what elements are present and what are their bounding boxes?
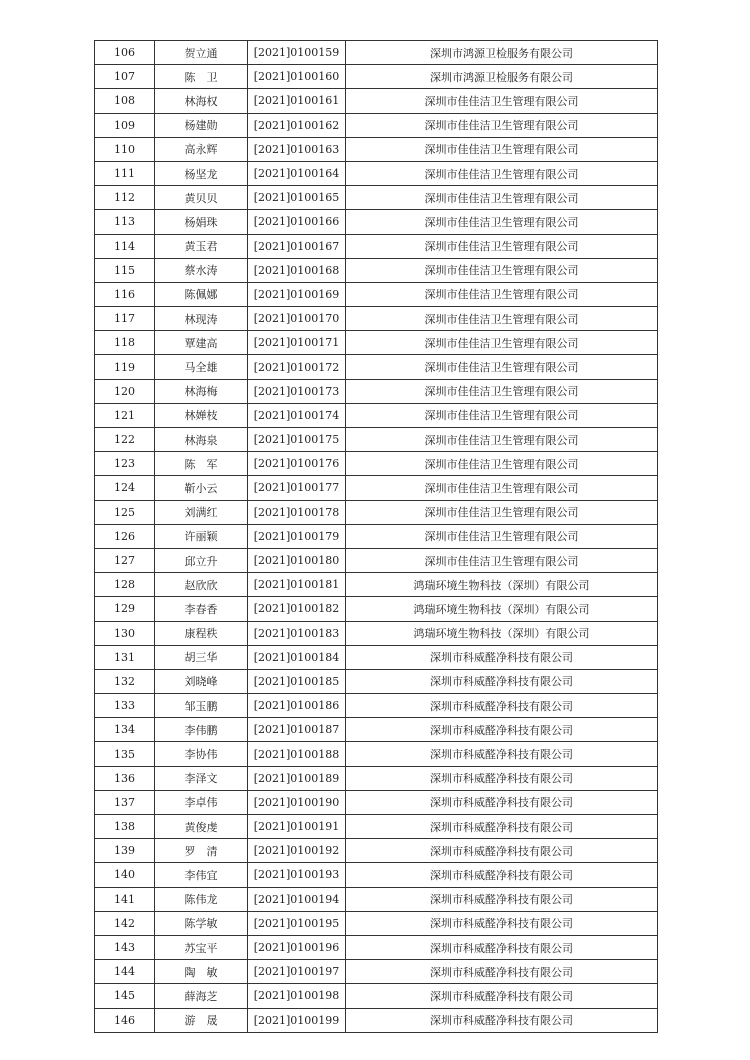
organization-cell: 深圳市佳佳洁卫生管理有限公司: [346, 210, 658, 234]
organization-cell: 深圳市科威醛净科技有限公司: [346, 935, 658, 959]
row-number-cell: 108: [95, 89, 155, 113]
certificate-number-cell: [2021]0100180: [248, 548, 346, 572]
person-name-cell: 陈佩娜: [155, 282, 248, 306]
certificate-number-cell: [2021]0100160: [248, 65, 346, 89]
certificate-number-cell: [2021]0100198: [248, 984, 346, 1008]
table-row: [95, 161, 658, 185]
certificate-number-cell: [2021]0100192: [248, 839, 346, 863]
person-name-cell: 李伟鹏: [155, 718, 248, 742]
organization-cell: 深圳市佳佳洁卫生管理有限公司: [346, 331, 658, 355]
organization-cell: 深圳市佳佳洁卫生管理有限公司: [346, 234, 658, 258]
table-row: [95, 452, 658, 476]
person-name-cell: 覃建高: [155, 331, 248, 355]
organization-cell: 深圳市佳佳洁卫生管理有限公司: [346, 89, 658, 113]
certificate-number-cell: [2021]0100187: [248, 718, 346, 742]
table-row: [95, 645, 658, 669]
table-row: [95, 669, 658, 693]
organization-cell: 深圳市佳佳洁卫生管理有限公司: [346, 282, 658, 306]
table-row: [95, 935, 658, 959]
row-number-cell: 119: [95, 355, 155, 379]
organization-cell: 深圳市科威醛净科技有限公司: [346, 718, 658, 742]
certificate-number-cell: [2021]0100197: [248, 960, 346, 984]
table-row: [95, 694, 658, 718]
table-row: [95, 234, 658, 258]
organization-cell: 深圳市鸿源卫检服务有限公司: [346, 65, 658, 89]
table-row: [95, 839, 658, 863]
organization-cell: 深圳市科威醛净科技有限公司: [346, 863, 658, 887]
person-name-cell: 林婵枝: [155, 403, 248, 427]
row-number-cell: 126: [95, 524, 155, 548]
row-number-cell: 133: [95, 694, 155, 718]
organization-cell: 深圳市佳佳洁卫生管理有限公司: [346, 355, 658, 379]
certificate-number-cell: [2021]0100185: [248, 669, 346, 693]
table-row: [95, 911, 658, 935]
certificate-number-cell: [2021]0100196: [248, 935, 346, 959]
certificate-number-cell: [2021]0100178: [248, 500, 346, 524]
person-name-cell: 邹玉鹏: [155, 694, 248, 718]
organization-cell: 深圳市佳佳洁卫生管理有限公司: [346, 186, 658, 210]
person-name-cell: 陈学敏: [155, 911, 248, 935]
row-number-cell: 128: [95, 573, 155, 597]
row-number-cell: 121: [95, 403, 155, 427]
row-number-cell: 111: [95, 161, 155, 185]
person-name-cell: 杨坚龙: [155, 161, 248, 185]
person-name-cell: 高永辉: [155, 137, 248, 161]
row-number-cell: 132: [95, 669, 155, 693]
table-row: [95, 863, 658, 887]
table-row: [95, 790, 658, 814]
table-row: [95, 742, 658, 766]
table-row: [95, 355, 658, 379]
table-row: [95, 984, 658, 1008]
person-name-cell: 李春香: [155, 597, 248, 621]
organization-cell: 深圳市佳佳洁卫生管理有限公司: [346, 403, 658, 427]
table-row: [95, 137, 658, 161]
row-number-cell: 107: [95, 65, 155, 89]
certificate-number-cell: [2021]0100165: [248, 186, 346, 210]
table-row: [95, 500, 658, 524]
row-number-cell: 135: [95, 742, 155, 766]
table-row: [95, 766, 658, 790]
row-number-cell: 146: [95, 1008, 155, 1032]
certificate-number-cell: [2021]0100159: [248, 41, 346, 65]
table-row: [95, 597, 658, 621]
person-name-cell: 贺立通: [155, 41, 248, 65]
certificate-number-cell: [2021]0100191: [248, 815, 346, 839]
organization-cell: 深圳市佳佳洁卫生管理有限公司: [346, 307, 658, 331]
person-name-cell: 蔡水涛: [155, 258, 248, 282]
table-row: [95, 573, 658, 597]
row-number-cell: 122: [95, 428, 155, 452]
certificate-number-cell: [2021]0100186: [248, 694, 346, 718]
row-number-cell: 125: [95, 500, 155, 524]
table-row: [95, 379, 658, 403]
organization-cell: 深圳市佳佳洁卫生管理有限公司: [346, 476, 658, 500]
organization-cell: 深圳市科威醛净科技有限公司: [346, 694, 658, 718]
row-number-cell: 118: [95, 331, 155, 355]
personnel-table: [94, 40, 658, 1033]
person-name-cell: 林海梅: [155, 379, 248, 403]
certificate-number-cell: [2021]0100177: [248, 476, 346, 500]
organization-cell: 深圳市佳佳洁卫生管理有限公司: [346, 500, 658, 524]
row-number-cell: 106: [95, 41, 155, 65]
certificate-number-cell: [2021]0100188: [248, 742, 346, 766]
organization-cell: 深圳市科威醛净科技有限公司: [346, 839, 658, 863]
table-row: [95, 815, 658, 839]
certificate-number-cell: [2021]0100182: [248, 597, 346, 621]
certificate-number-cell: [2021]0100167: [248, 234, 346, 258]
row-number-cell: 113: [95, 210, 155, 234]
organization-cell: 深圳市佳佳洁卫生管理有限公司: [346, 161, 658, 185]
table-row: [95, 960, 658, 984]
row-number-cell: 112: [95, 186, 155, 210]
certificate-number-cell: [2021]0100183: [248, 621, 346, 645]
table-row: [95, 718, 658, 742]
person-name-cell: 薛海芝: [155, 984, 248, 1008]
row-number-cell: 123: [95, 452, 155, 476]
person-name-cell: 林海权: [155, 89, 248, 113]
person-name-cell: 李协伟: [155, 742, 248, 766]
person-name-cell: 许丽颖: [155, 524, 248, 548]
row-number-cell: 140: [95, 863, 155, 887]
row-number-cell: 127: [95, 548, 155, 572]
table-row: [95, 548, 658, 572]
organization-cell: 深圳市科威醛净科技有限公司: [346, 911, 658, 935]
person-name-cell: 黄贝贝: [155, 186, 248, 210]
person-name-cell: 李泽文: [155, 766, 248, 790]
certificate-number-cell: [2021]0100164: [248, 161, 346, 185]
table-row: [95, 282, 658, 306]
row-number-cell: 142: [95, 911, 155, 935]
row-number-cell: 145: [95, 984, 155, 1008]
row-number-cell: 144: [95, 960, 155, 984]
table-row: [95, 621, 658, 645]
organization-cell: 深圳市科威醛净科技有限公司: [346, 790, 658, 814]
row-number-cell: 137: [95, 790, 155, 814]
certificate-number-cell: [2021]0100163: [248, 137, 346, 161]
organization-cell: 深圳市佳佳洁卫生管理有限公司: [346, 452, 658, 476]
table-row: [95, 113, 658, 137]
organization-cell: 深圳市佳佳洁卫生管理有限公司: [346, 524, 658, 548]
person-name-cell: 赵欣欣: [155, 573, 248, 597]
table-row: [95, 186, 658, 210]
certificate-number-cell: [2021]0100184: [248, 645, 346, 669]
person-name-cell: 李卓伟: [155, 790, 248, 814]
row-number-cell: 143: [95, 935, 155, 959]
certificate-number-cell: [2021]0100173: [248, 379, 346, 403]
row-number-cell: 115: [95, 258, 155, 282]
certificate-number-cell: [2021]0100175: [248, 428, 346, 452]
table-row: [95, 258, 658, 282]
certificate-number-cell: [2021]0100179: [248, 524, 346, 548]
person-name-cell: 陈伟龙: [155, 887, 248, 911]
person-name-cell: 李伟宜: [155, 863, 248, 887]
person-name-cell: 马全雄: [155, 355, 248, 379]
person-name-cell: 林现涛: [155, 307, 248, 331]
organization-cell: 深圳市佳佳洁卫生管理有限公司: [346, 258, 658, 282]
certificate-number-cell: [2021]0100171: [248, 331, 346, 355]
person-name-cell: 罗 清: [155, 839, 248, 863]
organization-cell: 鸿瑞环境生物科技（深圳）有限公司: [346, 621, 658, 645]
certificate-number-cell: [2021]0100194: [248, 887, 346, 911]
table-row: [95, 476, 658, 500]
row-number-cell: 129: [95, 597, 155, 621]
certificate-number-cell: [2021]0100161: [248, 89, 346, 113]
certificate-number-cell: [2021]0100162: [248, 113, 346, 137]
person-name-cell: 靳小云: [155, 476, 248, 500]
certificate-number-cell: [2021]0100193: [248, 863, 346, 887]
person-name-cell: 苏宝平: [155, 935, 248, 959]
table-body: [95, 41, 658, 1033]
row-number-cell: 136: [95, 766, 155, 790]
person-name-cell: 黄俊虔: [155, 815, 248, 839]
organization-cell: 深圳市科威醛净科技有限公司: [346, 669, 658, 693]
table-row: [95, 89, 658, 113]
person-name-cell: 黄玉君: [155, 234, 248, 258]
person-name-cell: 林海泉: [155, 428, 248, 452]
organization-cell: 深圳市科威醛净科技有限公司: [346, 742, 658, 766]
organization-cell: 深圳市佳佳洁卫生管理有限公司: [346, 548, 658, 572]
organization-cell: 鸿瑞环境生物科技（深圳）有限公司: [346, 597, 658, 621]
person-name-cell: 胡三华: [155, 645, 248, 669]
row-number-cell: 109: [95, 113, 155, 137]
certificate-number-cell: [2021]0100199: [248, 1008, 346, 1032]
organization-cell: 鸿瑞环境生物科技（深圳）有限公司: [346, 573, 658, 597]
row-number-cell: 124: [95, 476, 155, 500]
person-name-cell: 陶 敏: [155, 960, 248, 984]
table-row: [95, 524, 658, 548]
certificate-number-cell: [2021]0100174: [248, 403, 346, 427]
person-name-cell: 杨娟珠: [155, 210, 248, 234]
table-row: [95, 307, 658, 331]
certificate-number-cell: [2021]0100189: [248, 766, 346, 790]
person-name-cell: 康程秩: [155, 621, 248, 645]
table-row: [95, 210, 658, 234]
organization-cell: 深圳市佳佳洁卫生管理有限公司: [346, 428, 658, 452]
row-number-cell: 130: [95, 621, 155, 645]
organization-cell: 深圳市佳佳洁卫生管理有限公司: [346, 137, 658, 161]
certificate-number-cell: [2021]0100176: [248, 452, 346, 476]
organization-cell: 深圳市科威醛净科技有限公司: [346, 887, 658, 911]
certificate-number-cell: [2021]0100172: [248, 355, 346, 379]
table-row: [95, 41, 658, 65]
organization-cell: 深圳市科威醛净科技有限公司: [346, 960, 658, 984]
organization-cell: 深圳市佳佳洁卫生管理有限公司: [346, 113, 658, 137]
row-number-cell: 116: [95, 282, 155, 306]
certificate-number-cell: [2021]0100166: [248, 210, 346, 234]
organization-cell: 深圳市科威醛净科技有限公司: [346, 984, 658, 1008]
certificate-number-cell: [2021]0100190: [248, 790, 346, 814]
organization-cell: 深圳市鸿源卫检服务有限公司: [346, 41, 658, 65]
organization-cell: 深圳市科威醛净科技有限公司: [346, 1008, 658, 1032]
certificate-number-cell: [2021]0100195: [248, 911, 346, 935]
organization-cell: 深圳市科威醛净科技有限公司: [346, 766, 658, 790]
table-row: [95, 1008, 658, 1032]
row-number-cell: 134: [95, 718, 155, 742]
person-name-cell: 陈 卫: [155, 65, 248, 89]
organization-cell: 深圳市科威醛净科技有限公司: [346, 815, 658, 839]
row-number-cell: 141: [95, 887, 155, 911]
row-number-cell: 120: [95, 379, 155, 403]
person-name-cell: 刘满红: [155, 500, 248, 524]
row-number-cell: 138: [95, 815, 155, 839]
table-row: [95, 331, 658, 355]
table-row: [95, 887, 658, 911]
row-number-cell: 110: [95, 137, 155, 161]
certificate-number-cell: [2021]0100169: [248, 282, 346, 306]
person-name-cell: 刘晓峰: [155, 669, 248, 693]
certificate-number-cell: [2021]0100170: [248, 307, 346, 331]
certificate-number-cell: [2021]0100168: [248, 258, 346, 282]
person-name-cell: 游 晟: [155, 1008, 248, 1032]
table-row: [95, 65, 658, 89]
organization-cell: 深圳市科威醛净科技有限公司: [346, 645, 658, 669]
certificate-number-cell: [2021]0100181: [248, 573, 346, 597]
person-name-cell: 陈 军: [155, 452, 248, 476]
organization-cell: 深圳市佳佳洁卫生管理有限公司: [346, 379, 658, 403]
table-row: [95, 428, 658, 452]
row-number-cell: 131: [95, 645, 155, 669]
row-number-cell: 114: [95, 234, 155, 258]
table-row: [95, 403, 658, 427]
person-name-cell: 邱立升: [155, 548, 248, 572]
row-number-cell: 117: [95, 307, 155, 331]
row-number-cell: 139: [95, 839, 155, 863]
person-name-cell: 杨建勋: [155, 113, 248, 137]
